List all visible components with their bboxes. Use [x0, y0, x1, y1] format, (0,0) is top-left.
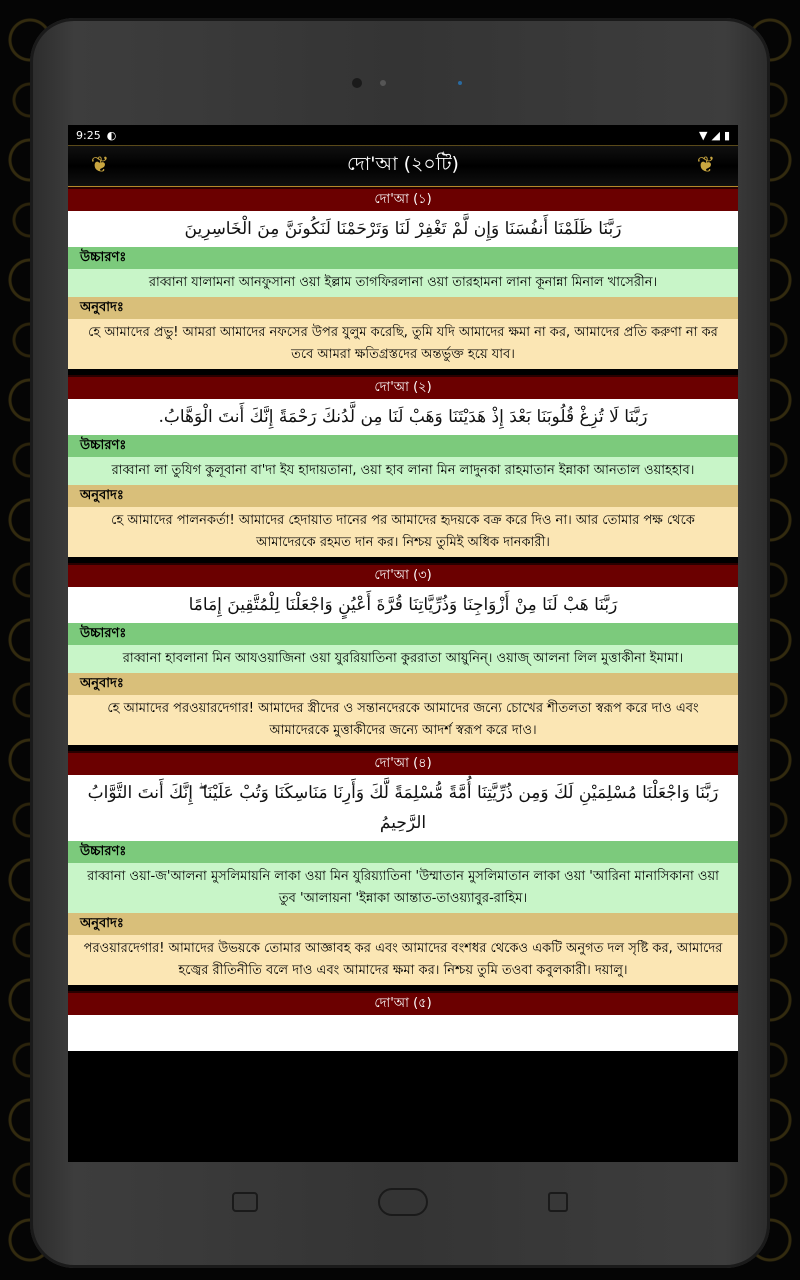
arabic-text: رَبَّنَا هَبْ لَنَا مِنْ أَزْوَاجِنَا وَذُرِّيَّاتِنَا قُرَّةَ أَعْيُنٍ وَاجْعَلْنَا لِلْمُتَّقِينَ إِمَامًا — [68, 587, 738, 623]
notification-icon: ◐ — [106, 128, 117, 142]
device-nav-bar — [30, 1162, 770, 1242]
pronunciation-label: উচ্চারণঃ — [68, 841, 738, 863]
arabic-text — [68, 1015, 738, 1051]
arabic-text: رَبَّنَا ظَلَمْنَا أَنفُسَنَا وَإِن لَّمْ تَغْفِرْ لَنَا وَتَرْحَمْنَا لَنَكُونَنَّ مِنَ الْخَاسِرِينَ — [68, 211, 738, 247]
translation-text: পরওয়ারদেগার! আমাদের উভয়কে তোমার আজ্ঞাবহ কর এবং আমাদের বংশধর থেকেও একটি অনুগত দল সৃষ্টি কর, আমাদের হজ্বের রীতিনীতি বলে দাও এবং আমাদের ক্ষমা কর। নিশ্চয় তুমি তওবা কবুলকারী। দয়ালু। — [68, 935, 738, 985]
pronunciation-text: রাব্বানা লা তুযিগ কুলূবানা বা'দা ইয হাদায়তানা, ওয়া হাব লানা মিন লাদুনকা রাহমাতান ইন্নাকা আনতাল ওয়াহহাব। — [68, 457, 738, 485]
dua-list[interactable] — [68, 187, 738, 1162]
dua-card — [68, 751, 738, 985]
dua-heading: দো'আ (২) — [68, 375, 738, 399]
translation-text: হে আমাদের পালনকর্তা! আমাদের হেদায়াত দানের পর আমাদের হৃদয়কে বক্র করে দিও না। আর তোমার পক্ষ থেকে আমাদেরকে রহমত দান কর। নিশ্চয় তুমিই অধিক দানকারী। — [68, 507, 738, 557]
dua-heading: দো'আ (৪) — [68, 751, 738, 775]
front-camera — [352, 78, 362, 88]
recents-button[interactable] — [548, 1192, 568, 1212]
battery-icon: ▮ — [723, 128, 730, 142]
home-button[interactable] — [378, 1188, 428, 1216]
pronunciation-text: রাব্বানা ওয়া-জ'আলনা মুসলিমায়নি লাকা ওয়া মিন যুরিয়্যাতিনা 'উম্মাতান মুসলিমাতান লাকা ওয়া 'আরিনা মানাসিকানা ওয়া তুব 'আলায়না 'ইন্নাকা আন্তাত-তাওয়্যাবুর-রাহিম। — [68, 863, 738, 913]
dua-heading: দো'আ (৩) — [68, 563, 738, 587]
flourish-right-icon: ❦ — [696, 153, 716, 178]
status-bar — [68, 125, 738, 145]
sensor-dot — [380, 80, 386, 86]
wifi-icon: ▼ — [699, 128, 708, 142]
translation-text: হে আমাদের প্রভু! আমরা আমাদের নফসের উপর যুলুম করেছি, তুমি যদি আমাদের ক্ষমা না কর, আমাদের প্রতি করুণা না কর তবে আমরা ক্ষতিগ্রস্তদের অন্তর্ভুক্ত হয়ে যাব। — [68, 319, 738, 369]
arabic-text: رَبَّنَا لَا تُزِغْ قُلُوبَنَا بَعْدَ إِذْ هَدَيْتَنَا وَهَبْ لَنَا مِن لَّدُنكَ رَحْمَةً إِنَّكَ أَنتَ الْوَهَّابُ. — [68, 399, 738, 435]
signal-icon: ◢ — [711, 128, 720, 142]
pronunciation-label: উচ্চারণঃ — [68, 247, 738, 269]
dua-heading: দো'আ (১) — [68, 187, 738, 211]
translation-label: অনুবাদঃ — [68, 485, 738, 507]
pronunciation-label: উচ্চারণঃ — [68, 623, 738, 645]
pronunciation-text: রাব্বানা হাবলানা মিন আযওয়াজিনা ওয়া যুররিয়াতিনা কুররাতা আয়ুনিন্। ওয়াজ্ আলনা লিল মুত্তাকীনা ইমামা। — [68, 645, 738, 673]
flourish-left-icon: ❦ — [90, 153, 110, 178]
pronunciation-text: রাব্বানা যালামনা আনফুসানা ওয়া ইল্লাম তাগফিরলানা ওয়া তারহামনা লানা কূনান্না মিনাল খাসেরীন। — [68, 269, 738, 297]
back-button[interactable] — [232, 1192, 258, 1212]
translation-label: অনুবাদঃ — [68, 673, 738, 695]
dua-card — [68, 563, 738, 745]
translation-label: অনুবাদঃ — [68, 913, 738, 935]
status-time: 9:25 — [76, 128, 101, 142]
pronunciation-label: উচ্চারণঃ — [68, 435, 738, 457]
light-sensor — [458, 81, 462, 85]
app-bar — [68, 145, 738, 188]
translation-text: হে আমাদের পরওয়ারদেগার! আমাদের স্ত্রীদের ও সন্তানদেরকে আমাদের জন্যে চোখের শীতলতা স্বরূপ করে দাও এবং আমাদেরকে মুত্তাকীদের জন্যে আদর্শ স্বরূপ করে দাও। — [68, 695, 738, 745]
page-title: দো'আ (২০টি) — [347, 153, 459, 175]
arabic-text: رَبَّنَا وَاجْعَلْنَا مُسْلِمَيْنِ لَكَ وَمِن ذُرِّيَّتِنَا أُمَّةً مُّسْلِمَةً لَّكَ وَأَرِنَا مَنَاسِكَنَا وَتُبْ عَلَيْنَا ۖ إِنَّكَ أَنتَ التَّوَّابُ الرَّحِيمُ — [68, 775, 738, 841]
translation-label: অনুবাদঃ — [68, 297, 738, 319]
dua-heading: দো'আ (৫) — [68, 991, 738, 1015]
dua-card — [68, 991, 738, 1051]
dua-card — [68, 375, 738, 557]
screen — [68, 125, 738, 1162]
dua-card — [68, 187, 738, 369]
